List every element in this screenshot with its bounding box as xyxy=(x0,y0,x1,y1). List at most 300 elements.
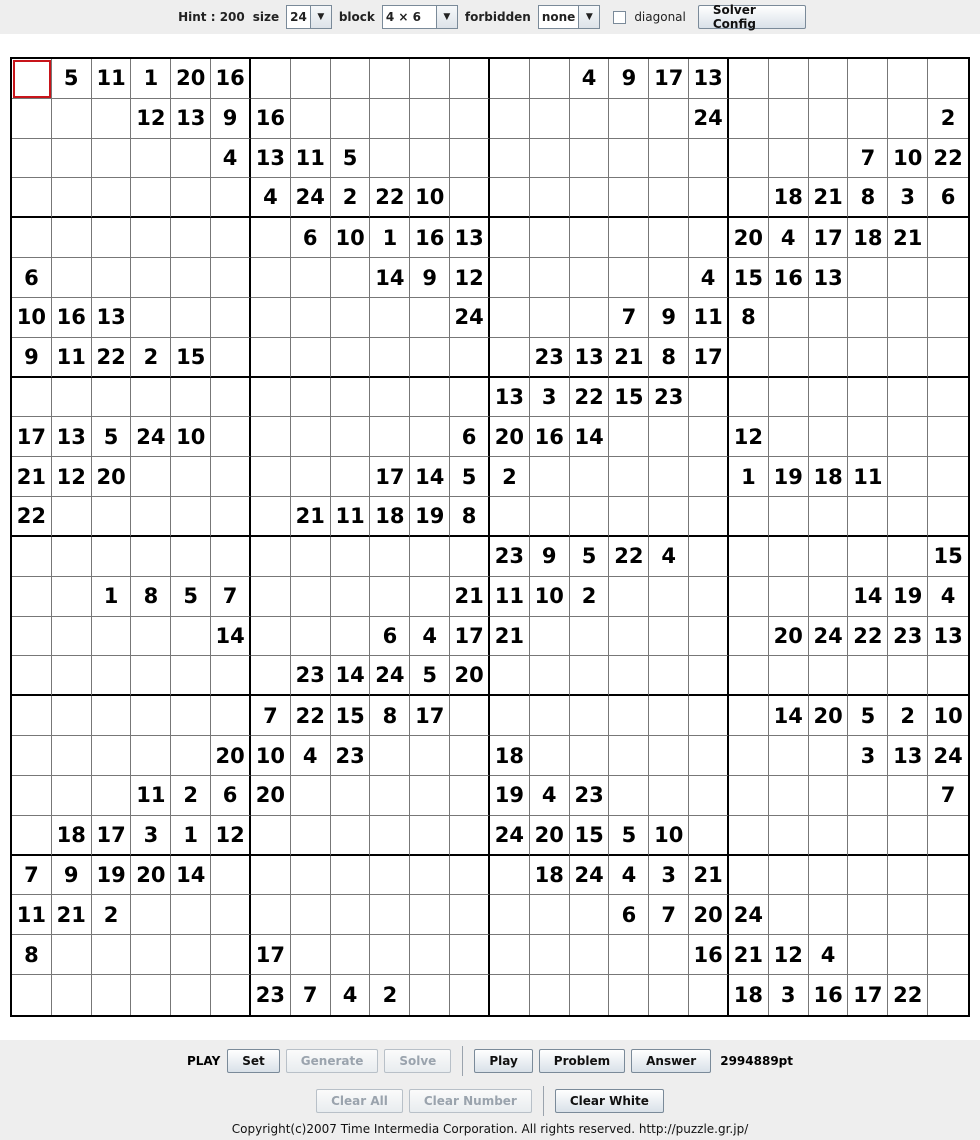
board-cell[interactable] xyxy=(928,656,968,696)
board-cell[interactable]: 11 xyxy=(331,497,371,537)
board-cell[interactable] xyxy=(52,656,92,696)
board-cell[interactable]: 21 xyxy=(450,577,490,617)
board-cell[interactable] xyxy=(609,975,649,1015)
board-cell[interactable]: 14 xyxy=(410,457,450,497)
board-cell[interactable] xyxy=(649,139,689,179)
board-cell[interactable]: 14 xyxy=(570,417,610,457)
board-cell[interactable] xyxy=(12,696,52,736)
board-cell[interactable] xyxy=(12,99,52,139)
board-cell[interactable] xyxy=(888,417,928,457)
board-cell[interactable]: 13 xyxy=(490,378,530,418)
board-cell[interactable] xyxy=(450,338,490,378)
board-cell[interactable] xyxy=(729,577,769,617)
board-cell[interactable] xyxy=(649,656,689,696)
board-cell[interactable] xyxy=(490,218,530,258)
board-cell[interactable] xyxy=(809,577,849,617)
board-cell[interactable] xyxy=(609,218,649,258)
board-cell[interactable] xyxy=(251,218,291,258)
board-cell[interactable] xyxy=(729,99,769,139)
board-cell[interactable] xyxy=(848,417,888,457)
board-cell[interactable] xyxy=(530,457,570,497)
board-cell[interactable]: 15 xyxy=(171,338,211,378)
board-cell[interactable] xyxy=(809,139,849,179)
board-cell[interactable] xyxy=(331,99,371,139)
board-cell[interactable]: 12 xyxy=(450,258,490,298)
board-cell[interactable]: 7 xyxy=(609,298,649,338)
board-cell[interactable] xyxy=(171,258,211,298)
board-cell[interactable] xyxy=(729,856,769,896)
board-cell[interactable] xyxy=(888,298,928,338)
board-cell[interactable] xyxy=(729,617,769,657)
solver-config-button[interactable]: Solver Config xyxy=(698,5,806,29)
board-cell[interactable] xyxy=(649,457,689,497)
board-cell[interactable] xyxy=(331,617,371,657)
board-cell[interactable] xyxy=(251,338,291,378)
board-cell[interactable] xyxy=(52,736,92,776)
board-cell[interactable] xyxy=(928,258,968,298)
board-cell[interactable] xyxy=(52,577,92,617)
board-cell[interactable] xyxy=(928,59,968,99)
board-cell[interactable]: 19 xyxy=(92,856,132,896)
board-cell[interactable] xyxy=(251,378,291,418)
board-cell[interactable]: 3 xyxy=(848,736,888,776)
board-cell[interactable]: 24 xyxy=(729,895,769,935)
board-cell[interactable] xyxy=(410,975,450,1015)
board-cell[interactable] xyxy=(12,776,52,816)
board-cell[interactable]: 20 xyxy=(769,617,809,657)
board-cell[interactable]: 17 xyxy=(450,617,490,657)
board-cell[interactable] xyxy=(52,139,92,179)
board-cell[interactable]: 7 xyxy=(649,895,689,935)
board-cell[interactable]: 17 xyxy=(92,816,132,856)
board-cell[interactable]: 22 xyxy=(570,378,610,418)
board-cell[interactable] xyxy=(370,577,410,617)
board-cell[interactable] xyxy=(131,258,171,298)
board-cell[interactable] xyxy=(450,59,490,99)
board-cell[interactable] xyxy=(490,99,530,139)
board-cell[interactable] xyxy=(888,656,928,696)
board-cell[interactable] xyxy=(291,776,331,816)
board-cell[interactable] xyxy=(570,457,610,497)
board-cell[interactable] xyxy=(410,298,450,338)
board-cell[interactable] xyxy=(291,816,331,856)
board-cell[interactable] xyxy=(570,218,610,258)
board-cell[interactable] xyxy=(131,218,171,258)
board-cell[interactable] xyxy=(171,497,211,537)
board-cell[interactable] xyxy=(729,656,769,696)
board-cell[interactable] xyxy=(609,139,649,179)
board-cell[interactable] xyxy=(171,457,211,497)
board-cell[interactable] xyxy=(689,736,729,776)
board-cell[interactable] xyxy=(370,816,410,856)
board-cell[interactable] xyxy=(92,218,132,258)
board-cell[interactable]: 13 xyxy=(251,139,291,179)
board-cell[interactable] xyxy=(649,577,689,617)
board-cell[interactable] xyxy=(370,139,410,179)
board-cell[interactable]: 20 xyxy=(171,59,211,99)
board-cell[interactable]: 1 xyxy=(370,218,410,258)
board-cell[interactable]: 15 xyxy=(331,696,371,736)
board-cell[interactable] xyxy=(52,497,92,537)
board-cell[interactable] xyxy=(251,856,291,896)
board-cell[interactable] xyxy=(171,617,211,657)
board-cell[interactable] xyxy=(251,417,291,457)
board-cell[interactable]: 6 xyxy=(609,895,649,935)
board-cell[interactable] xyxy=(171,656,211,696)
board-cell[interactable] xyxy=(251,537,291,577)
board-cell[interactable] xyxy=(52,696,92,736)
board-cell[interactable]: 2 xyxy=(171,776,211,816)
board-cell[interactable] xyxy=(211,417,251,457)
board-cell[interactable] xyxy=(450,975,490,1015)
board-cell[interactable] xyxy=(809,895,849,935)
board-cell[interactable] xyxy=(689,139,729,179)
problem-button[interactable]: Problem xyxy=(539,1049,625,1073)
board-cell[interactable]: 13 xyxy=(888,736,928,776)
board-cell[interactable]: 3 xyxy=(649,856,689,896)
board-cell[interactable] xyxy=(331,856,371,896)
board-cell[interactable]: 18 xyxy=(809,457,849,497)
board-cell[interactable] xyxy=(848,856,888,896)
board-cell[interactable] xyxy=(131,298,171,338)
board-cell[interactable]: 16 xyxy=(410,218,450,258)
board-cell[interactable]: 2 xyxy=(490,457,530,497)
board-cell[interactable]: 4 xyxy=(689,258,729,298)
board-cell[interactable]: 4 xyxy=(530,776,570,816)
board-cell[interactable] xyxy=(251,298,291,338)
board-cell[interactable] xyxy=(809,298,849,338)
board-cell[interactable]: 15 xyxy=(609,378,649,418)
board-cell[interactable] xyxy=(370,99,410,139)
board-cell[interactable] xyxy=(211,338,251,378)
board-cell[interactable] xyxy=(570,617,610,657)
board-cell[interactable] xyxy=(92,975,132,1015)
board-cell[interactable]: 2 xyxy=(331,178,371,218)
board-cell[interactable]: 20 xyxy=(530,816,570,856)
board-cell[interactable]: 23 xyxy=(291,656,331,696)
board-cell[interactable] xyxy=(689,417,729,457)
board-cell[interactable] xyxy=(729,178,769,218)
board-cell[interactable]: 23 xyxy=(490,537,530,577)
board-cell[interactable]: 7 xyxy=(848,139,888,179)
board-cell[interactable]: 7 xyxy=(12,856,52,896)
board-cell[interactable] xyxy=(530,178,570,218)
board-cell[interactable]: 10 xyxy=(331,218,371,258)
board-cell[interactable]: 17 xyxy=(689,338,729,378)
board-cell[interactable] xyxy=(809,378,849,418)
board-cell[interactable]: 11 xyxy=(291,139,331,179)
board-cell[interactable]: 24 xyxy=(928,736,968,776)
board-cell[interactable] xyxy=(530,696,570,736)
board-cell[interactable] xyxy=(888,537,928,577)
board-cell[interactable] xyxy=(410,99,450,139)
board-cell[interactable]: 2 xyxy=(92,895,132,935)
board-cell[interactable]: 16 xyxy=(769,258,809,298)
board-cell[interactable]: 20 xyxy=(729,218,769,258)
set-button[interactable]: Set xyxy=(227,1049,280,1073)
board-cell[interactable]: 5 xyxy=(92,417,132,457)
board-cell[interactable] xyxy=(370,59,410,99)
board-cell[interactable] xyxy=(211,218,251,258)
board-cell[interactable] xyxy=(888,99,928,139)
board-cell[interactable]: 5 xyxy=(848,696,888,736)
board-cell[interactable] xyxy=(370,338,410,378)
board-cell[interactable]: 9 xyxy=(211,99,251,139)
board-cell[interactable] xyxy=(331,59,371,99)
board-cell[interactable] xyxy=(450,139,490,179)
board-cell[interactable] xyxy=(211,178,251,218)
board-cell[interactable] xyxy=(649,99,689,139)
board-cell[interactable] xyxy=(211,656,251,696)
board-cell[interactable] xyxy=(410,577,450,617)
board-cell[interactable] xyxy=(570,178,610,218)
board-cell[interactable] xyxy=(52,258,92,298)
board-cell[interactable] xyxy=(251,577,291,617)
board-cell[interactable] xyxy=(848,816,888,856)
board-cell[interactable] xyxy=(809,537,849,577)
board-cell[interactable] xyxy=(211,975,251,1015)
board-cell[interactable] xyxy=(291,895,331,935)
board-cell[interactable] xyxy=(928,417,968,457)
answer-button[interactable]: Answer xyxy=(631,1049,711,1073)
board-cell[interactable] xyxy=(52,99,92,139)
board-cell[interactable] xyxy=(530,59,570,99)
board-cell[interactable]: 1 xyxy=(171,816,211,856)
board-cell[interactable] xyxy=(92,258,132,298)
board-cell[interactable]: 4 xyxy=(410,617,450,657)
board-cell[interactable] xyxy=(52,975,92,1015)
board-cell[interactable]: 9 xyxy=(609,59,649,99)
board-cell[interactable]: 13 xyxy=(928,617,968,657)
board-cell[interactable] xyxy=(171,736,211,776)
board-cell[interactable]: 5 xyxy=(52,59,92,99)
board-cell[interactable]: 7 xyxy=(291,975,331,1015)
board-cell[interactable] xyxy=(331,417,371,457)
board-cell[interactable] xyxy=(809,816,849,856)
board-cell[interactable] xyxy=(609,656,649,696)
board-cell[interactable] xyxy=(888,935,928,975)
board-cell[interactable] xyxy=(609,577,649,617)
block-select[interactable] xyxy=(382,5,458,29)
board-cell[interactable]: 18 xyxy=(729,975,769,1015)
board-cell[interactable] xyxy=(131,178,171,218)
board-cell[interactable]: 22 xyxy=(928,139,968,179)
board-cell[interactable] xyxy=(251,59,291,99)
board-cell[interactable] xyxy=(52,178,92,218)
board-cell[interactable] xyxy=(450,378,490,418)
board-cell[interactable] xyxy=(888,457,928,497)
board-cell[interactable] xyxy=(211,457,251,497)
board-cell[interactable]: 20 xyxy=(92,457,132,497)
board-cell[interactable]: 11 xyxy=(490,577,530,617)
board-cell[interactable] xyxy=(251,816,291,856)
board-cell[interactable]: 6 xyxy=(370,617,410,657)
board-cell[interactable]: 9 xyxy=(52,856,92,896)
board-cell[interactable]: 11 xyxy=(131,776,171,816)
board-cell[interactable] xyxy=(848,895,888,935)
board-cell[interactable] xyxy=(12,139,52,179)
board-cell[interactable] xyxy=(769,338,809,378)
board-cell[interactable] xyxy=(609,935,649,975)
board-cell[interactable]: 14 xyxy=(211,617,251,657)
board-cell[interactable] xyxy=(928,856,968,896)
board-cell[interactable] xyxy=(848,935,888,975)
board-cell[interactable]: 21 xyxy=(729,935,769,975)
board-cell[interactable] xyxy=(52,935,92,975)
board-cell[interactable]: 3 xyxy=(769,975,809,1015)
board-cell[interactable] xyxy=(490,935,530,975)
board-cell[interactable] xyxy=(131,617,171,657)
board-cell[interactable] xyxy=(609,696,649,736)
board-cell[interactable]: 13 xyxy=(92,298,132,338)
board-cell[interactable] xyxy=(530,617,570,657)
board-cell[interactable] xyxy=(490,696,530,736)
board-cell[interactable]: 19 xyxy=(410,497,450,537)
board-cell[interactable]: 1 xyxy=(729,457,769,497)
board-cell[interactable]: 16 xyxy=(530,417,570,457)
board-cell[interactable] xyxy=(769,577,809,617)
board-cell[interactable] xyxy=(530,736,570,776)
board-cell[interactable]: 8 xyxy=(729,298,769,338)
board-cell[interactable] xyxy=(689,378,729,418)
board-cell[interactable] xyxy=(251,895,291,935)
board-cell[interactable] xyxy=(689,617,729,657)
board-cell[interactable] xyxy=(570,139,610,179)
board-cell[interactable] xyxy=(769,417,809,457)
board-cell[interactable]: 9 xyxy=(530,537,570,577)
board-cell[interactable]: 6 xyxy=(928,178,968,218)
board-cell[interactable] xyxy=(609,776,649,816)
board-cell[interactable] xyxy=(490,338,530,378)
board-cell[interactable] xyxy=(649,417,689,457)
board-cell[interactable]: 12 xyxy=(131,99,171,139)
board-cell[interactable]: 13 xyxy=(689,59,729,99)
play-button[interactable]: Play xyxy=(474,1049,532,1073)
board-cell[interactable]: 21 xyxy=(609,338,649,378)
board-cell[interactable] xyxy=(530,975,570,1015)
board-cell[interactable]: 3 xyxy=(530,378,570,418)
board-cell[interactable] xyxy=(370,417,410,457)
board-cell[interactable] xyxy=(410,856,450,896)
board-cell[interactable] xyxy=(570,258,610,298)
board-cell[interactable] xyxy=(12,656,52,696)
board-cell[interactable]: 7 xyxy=(251,696,291,736)
board-cell[interactable]: 2 xyxy=(131,338,171,378)
board-cell[interactable] xyxy=(171,696,211,736)
board-cell[interactable]: 19 xyxy=(888,577,928,617)
board-cell[interactable] xyxy=(609,178,649,218)
board-cell[interactable] xyxy=(848,776,888,816)
board-cell[interactable] xyxy=(769,816,809,856)
board-cell[interactable] xyxy=(490,656,530,696)
board-cell[interactable] xyxy=(530,298,570,338)
board-cell[interactable] xyxy=(769,537,809,577)
board-cell[interactable]: 18 xyxy=(52,816,92,856)
board-cell[interactable] xyxy=(171,298,211,338)
board-cell[interactable] xyxy=(331,776,371,816)
board-cell[interactable] xyxy=(848,378,888,418)
board-cell[interactable]: 14 xyxy=(370,258,410,298)
board-cell[interactable] xyxy=(848,656,888,696)
board-cell[interactable] xyxy=(729,776,769,816)
board-cell[interactable]: 17 xyxy=(410,696,450,736)
board-cell[interactable] xyxy=(689,577,729,617)
board-cell[interactable]: 16 xyxy=(251,99,291,139)
diagonal-checkbox[interactable] xyxy=(613,11,626,24)
board-cell[interactable]: 22 xyxy=(291,696,331,736)
board-cell[interactable] xyxy=(171,139,211,179)
board-cell[interactable]: 7 xyxy=(211,577,251,617)
board-cell[interactable] xyxy=(490,497,530,537)
board-cell[interactable] xyxy=(92,537,132,577)
board-cell[interactable] xyxy=(809,338,849,378)
board-cell[interactable]: 14 xyxy=(769,696,809,736)
board-cell[interactable] xyxy=(92,736,132,776)
board-cell[interactable] xyxy=(211,895,251,935)
board-cell[interactable] xyxy=(450,895,490,935)
board-cell[interactable]: 23 xyxy=(888,617,928,657)
board-cell[interactable] xyxy=(928,218,968,258)
board-cell[interactable] xyxy=(609,617,649,657)
board-cell[interactable] xyxy=(370,935,410,975)
board-cell[interactable] xyxy=(12,975,52,1015)
board-cell[interactable] xyxy=(52,776,92,816)
board-cell[interactable]: 20 xyxy=(490,417,530,457)
board-cell[interactable]: 24 xyxy=(370,656,410,696)
board-cell[interactable]: 12 xyxy=(769,935,809,975)
board-cell[interactable]: 20 xyxy=(689,895,729,935)
board-cell[interactable] xyxy=(490,258,530,298)
board-cell[interactable] xyxy=(490,139,530,179)
board-cell[interactable] xyxy=(131,696,171,736)
board-cell[interactable] xyxy=(769,59,809,99)
board-cell[interactable] xyxy=(649,696,689,736)
generate-button[interactable]: Generate xyxy=(286,1049,379,1073)
board-cell[interactable] xyxy=(331,935,371,975)
board-cell[interactable] xyxy=(92,178,132,218)
board-cell[interactable] xyxy=(689,696,729,736)
board-cell[interactable] xyxy=(570,975,610,1015)
board-cell[interactable] xyxy=(52,537,92,577)
board-cell[interactable]: 11 xyxy=(12,895,52,935)
board-cell[interactable] xyxy=(171,975,211,1015)
board-cell[interactable] xyxy=(928,497,968,537)
board-cell[interactable] xyxy=(848,338,888,378)
board-cell[interactable] xyxy=(888,59,928,99)
board-cell[interactable]: 17 xyxy=(848,975,888,1015)
board-cell[interactable] xyxy=(490,178,530,218)
board-cell[interactable] xyxy=(92,99,132,139)
board-cell[interactable]: 24 xyxy=(291,178,331,218)
board-cell[interactable] xyxy=(530,218,570,258)
board-cell[interactable] xyxy=(490,856,530,896)
board-cell[interactable]: 21 xyxy=(888,218,928,258)
board-cell[interactable] xyxy=(689,776,729,816)
board-cell[interactable] xyxy=(689,656,729,696)
board-cell[interactable]: 5 xyxy=(171,577,211,617)
board-cell[interactable] xyxy=(12,736,52,776)
chevron-down-icon[interactable]: ▼ xyxy=(310,6,331,28)
board-cell[interactable] xyxy=(331,577,371,617)
board-cell[interactable] xyxy=(52,218,92,258)
board-cell[interactable] xyxy=(689,975,729,1015)
board-cell[interactable] xyxy=(291,99,331,139)
board-cell[interactable] xyxy=(609,258,649,298)
board-cell[interactable] xyxy=(12,218,52,258)
board-cell[interactable] xyxy=(809,59,849,99)
board-cell[interactable] xyxy=(848,99,888,139)
board-cell[interactable]: 23 xyxy=(649,378,689,418)
